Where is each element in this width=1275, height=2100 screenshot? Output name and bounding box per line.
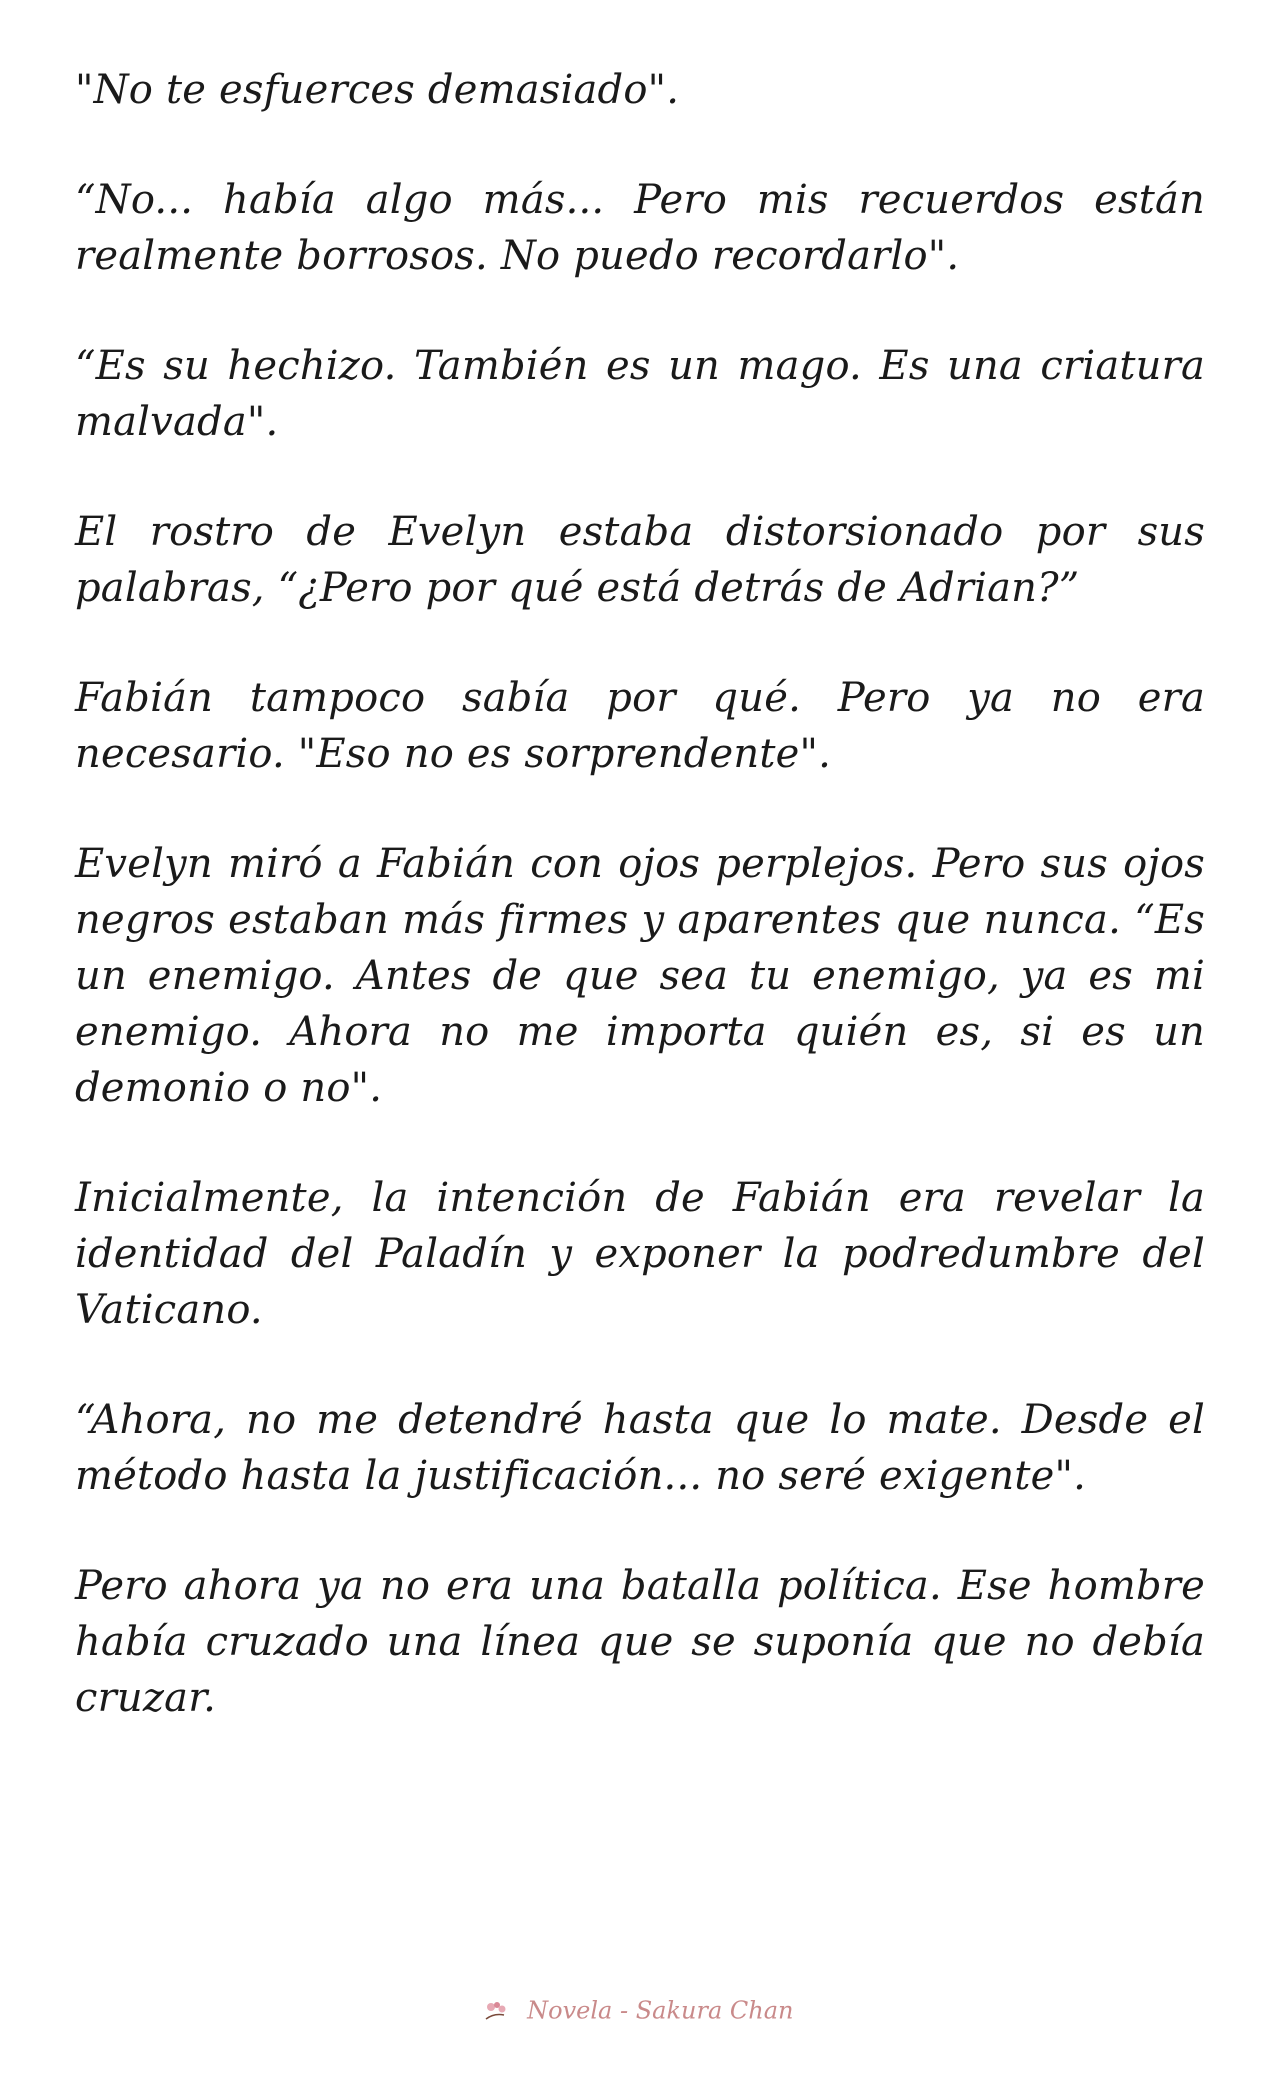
watermark-text: Novela - Sakura Chan [527,1996,794,2025]
paragraph: “Es su hechizo. También es un mago. Es una criatura malvada". [75,343,1205,445]
paragraph: Pero ahora ya no era una batalla política. Ese hombre había cruzado una línea que se suponía que no debía cruzar. [75,1563,1205,1721]
paragraph: Fabián tampoco sabía por qué. Pero ya no era necesario. "Eso no es sorprendente". [75,675,1205,777]
paragraph: Evelyn miró a Fabián con ojos perplejos. Pero sus ojos negros estaban más firmes y aparentes que nunca. “Es un enemigo. Antes de que sea tu enemigo, ya es mi enemigo. Ahora no me importa quién es, si es un demonio o no". [75,841,1205,1111]
sakura-flower-icon [482,1999,512,2023]
paragraph: El rostro de Evelyn estaba distorsionado por sus palabras, “¿Pero por qué está detrás de Adrian?” [75,509,1205,611]
watermark-footer [0,1995,1275,2025]
paragraph: “Ahora, no me detendré hasta que lo mate. Desde el método hasta la justificación... no seré exigente". [75,1397,1205,1499]
document-body [75,62,1205,1780]
paragraph: "No te esfuerces demasiado". [75,67,680,113]
paragraph: “No... había algo más... Pero mis recuerdos están realmente borrosos. No puedo recordarlo". [75,177,1205,279]
paragraph: Inicialmente, la intención de Fabián era revelar la identidad del Paladín y exponer la podredumbre del Vaticano. [75,1175,1205,1333]
